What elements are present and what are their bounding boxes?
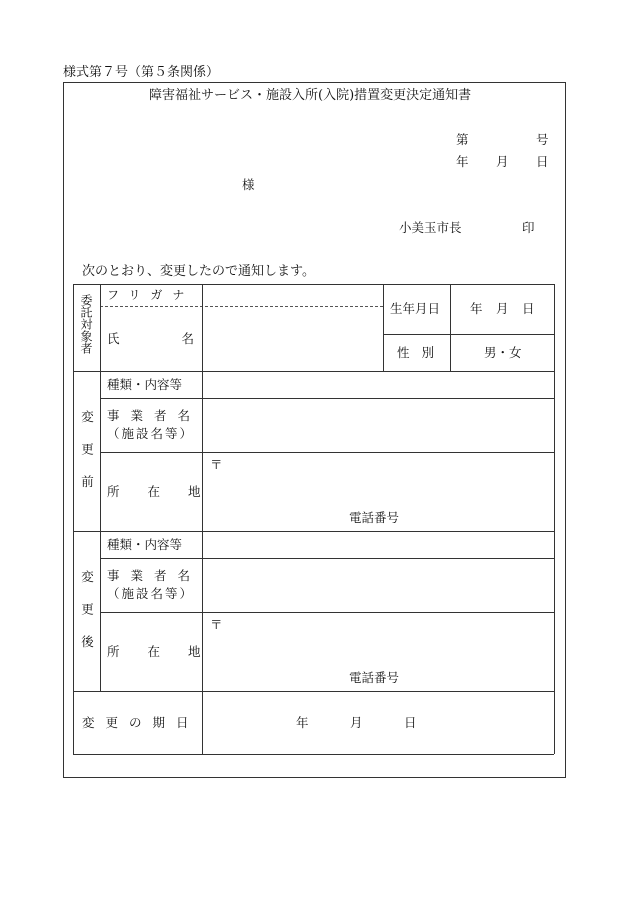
table-bottom-line <box>73 754 554 755</box>
form-label: 様式第７号（第５条関係） <box>63 65 220 80</box>
before-address-label: 所在地 <box>107 484 229 499</box>
birth-month: 月 <box>496 301 509 316</box>
document-title: 障害福祉サービス・施設入所(入院)措置変更決定通知書 <box>149 88 472 103</box>
change-date-month: 月 <box>350 715 363 730</box>
doc-number-suffix: 号 <box>536 132 549 147</box>
doc-number-prefix: 第 <box>456 132 469 147</box>
after-type-line <box>100 558 554 559</box>
furigana-label-text: フリガナ <box>107 288 195 302</box>
after-address-label: 所在地 <box>107 644 229 659</box>
name-label <box>107 333 194 346</box>
issuer-name: 小美玉市長 <box>399 220 462 235</box>
after-header: 変更後 <box>79 570 95 668</box>
furigana-label <box>107 289 193 301</box>
after-bottom-line <box>73 691 554 692</box>
before-type-label: 種類・内容等 <box>107 377 183 392</box>
before-phone-label: 電話番号 <box>349 510 400 525</box>
sex-label: 性別 <box>397 345 447 360</box>
birth-day: 日 <box>522 301 535 316</box>
before-provider-line <box>100 452 554 453</box>
after-phone-label: 電話番号 <box>349 670 400 685</box>
header-column-line <box>100 284 101 691</box>
after-provider-label: 事業者名 <box>107 568 202 583</box>
before-provider-label: 事業者名 <box>107 408 202 423</box>
issue-date-year: 年 <box>456 154 469 169</box>
sex-value: 男・女 <box>484 345 522 360</box>
subject-value-line <box>383 284 384 371</box>
issuer-seal: 印 <box>522 220 535 235</box>
furigana-dash-line <box>100 306 383 307</box>
addressee-suffix: 様 <box>242 177 255 192</box>
after-provider-sub: （施設名等） <box>107 586 195 601</box>
before-provider-sub: （施設名等） <box>107 426 195 441</box>
change-date-label: 変更の期日 <box>82 715 200 730</box>
before-type-line <box>100 398 554 399</box>
birth-sex-divider <box>383 334 554 335</box>
label-column-line <box>202 284 203 754</box>
before-postal-mark: 〒 <box>210 457 223 472</box>
intro-text: 次のとおり、変更したので通知します。 <box>82 264 315 279</box>
before-bottom-line <box>73 531 554 532</box>
subject-bottom-line <box>73 371 554 372</box>
table-right-line <box>554 284 555 754</box>
issue-date-month: 月 <box>496 154 509 169</box>
after-type-label: 種類・内容等 <box>107 537 183 552</box>
before-header: 変更前 <box>79 410 95 508</box>
subject-header: 委託対象者 <box>79 294 93 354</box>
birth-label: 生年月日 <box>390 301 441 316</box>
table-left-line <box>73 284 74 754</box>
birth-label-line <box>450 284 451 371</box>
after-postal-mark: 〒 <box>210 617 223 632</box>
after-provider-line <box>100 612 554 613</box>
issue-date-day: 日 <box>536 154 549 169</box>
name-label-char-2: 名 <box>181 331 194 346</box>
change-date-day: 日 <box>404 715 417 730</box>
birth-year: 年 <box>470 301 483 316</box>
change-date-year: 年 <box>296 715 309 730</box>
table-top-line <box>73 284 554 285</box>
name-label-char-1: 氏 <box>107 331 120 346</box>
